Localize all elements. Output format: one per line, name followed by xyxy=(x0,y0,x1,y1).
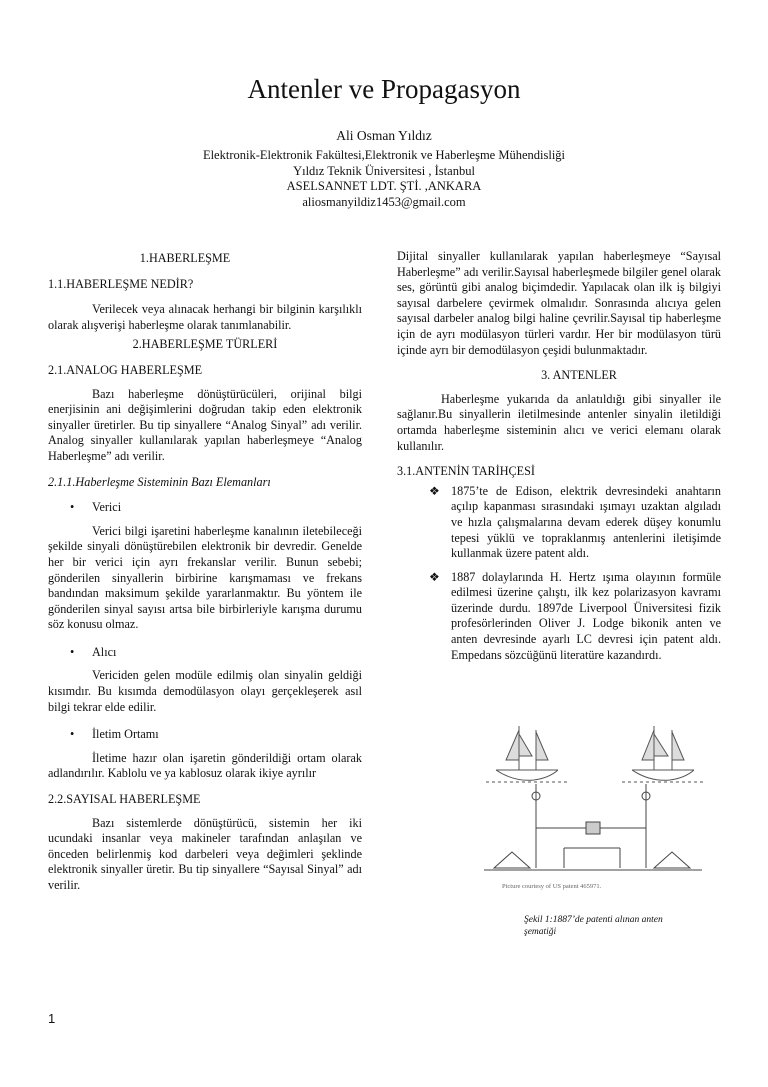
bullet-label: Alıcı xyxy=(92,644,117,659)
paragraph-1-1: Verilecek veya alınacak herhangi bir bilginin karşılıklı olarak alışverişi haberleşme olarak tanımlanabilir. xyxy=(48,302,362,332)
paragraph-iletim-ortami: İletime hazır olan işaretin gönderildiği ortam olarak adlandırılır. Kablolu ve ya kablosuz olarak ikiye ayrılır xyxy=(48,750,362,781)
paragraph-2-2: Bazı sistemlerde dönüştürücü, sistemin her iki ucundaki insanlar veya makineler tarafından anlaşılan ve önceden belirlenmiş kod darbeleri veya değimleri şeklinde elektronik sinyaller üretir. Bu tip sinyallere “Sayısal Sinyal” adı verilir. xyxy=(48,815,362,892)
author-email: aliosmanyildiz1453@gmail.com xyxy=(302,194,466,209)
paragraph-sayisal-cont: Dijital sinyaller kullanılarak yapılan haberleşmeye “Sayısal Haberleşme” adı verilir.Sayısal haberleşmede bilgiler genel olarak ses, görüntü gibi analog biçimdedir. Yapılacak olan ilk iş bilgiyi sayısal darbelere çevirmek olmalıdır. Sonrasında alıcıya gelen sayısal darbeler analog bilgi haline çevrilir.Sayısal tip haberleşme için de ayrı modülasyon türleri vardır. Her bir modülasyon türü içinde ayrı bir demodülasyon çeşidi bulunmaktadır. xyxy=(397,249,721,357)
author-name: Ali Osman Yıldız xyxy=(336,128,432,143)
paper-title: Antenler ve Propagasyon xyxy=(247,74,521,104)
subsection-heading-2-2: 2.2.SAYISAL HABERLEŞME xyxy=(48,792,201,807)
bullet-dot-icon: • xyxy=(70,727,75,742)
subsection-heading-2-1: 2.1.ANALOG HABERLEŞME xyxy=(48,362,203,377)
right-ship-drawing xyxy=(622,726,706,782)
figure-caption: Şekil 1:1887’de patenti alınan anten şematiği xyxy=(524,915,663,937)
patent-antenna-figure xyxy=(474,718,712,904)
bullet-iletim-ortami xyxy=(48,727,362,743)
right-column xyxy=(397,249,721,663)
subsection-heading-3-1: 3.1.ANTENİN TARİHÇESİ xyxy=(397,464,535,479)
subsubsection-heading-2-1-1: 2.1.1.Haberleşme Sisteminin Bazı Elemanları xyxy=(48,474,271,489)
paragraph-2-1: Bazı haberleşme dönüştürücüleri, orijinal bilgi enerjisinin ani değişimlerini doğrudan takip eden elektronik sinyaller üretirler. Bu tip sinyallere “Analog Sinyal” adı verilir. Analog sinyaller kullanılarak yapılan haberleşmeye “Analog Haberleşme” adı verilir. xyxy=(48,386,362,463)
bullet-alici xyxy=(48,645,362,661)
history-item-1887 xyxy=(397,570,721,664)
diamond-bullet-icon: ❖ xyxy=(429,569,440,584)
paragraph-alici: Vericiden gelen modüle edilmiş olan sinyalin geldiği kısımdır. Bu kısımda demodülasyon olayı gerçekleşerek asıl bilgi tekrar elde edilir. xyxy=(48,668,362,714)
subsection-heading-1-1: 1.1.HABERLEŞME NEDİR? xyxy=(48,276,194,291)
history-text: 1887 dolaylarında H. Hertz ışıma olayının formüle edilmesi üzerine çalıştı, ilk kez polarizasyon kavramı üzerinde durdu. 1897de Liverpool Üniversitesi fizik profesörlerinden Oliver J. Lodge bikonik anten ve anten devresinde ayarlı LC devresi için patent aldı. Empedans sözcüğünü literatüre kazandırdı. xyxy=(451,569,721,662)
affiliation-university: Yıldız Teknik Üniversitesi , İstanbul xyxy=(293,163,475,178)
left-ship-drawing xyxy=(486,726,570,782)
section-heading-1: 1.HABERLEŞME xyxy=(139,251,231,265)
section-heading-3: 3. ANTENLER xyxy=(541,368,617,383)
left-column xyxy=(48,251,362,894)
page-number: 1 xyxy=(48,1011,56,1026)
paragraph-3: Haberleşme yukarıda da anlatıldığı gibi sinyaller ile sağlanır.Bu sinyallerin iletilmesinde antenler sinyalin iletildiği ortamda haberleşme sisteminin alıcı ve verici elemanı olarak kullanılır. xyxy=(397,391,721,453)
affiliation-faculty: Elektronik-Elektronik Fakültesi,Elektronik ve Haberleşme Mühendisliği xyxy=(202,148,566,162)
history-text: 1875’te de Edison, elektrik devresindeki anahtarın açılıp kapanması sırasındaki ışımayı uzaktan algıladı ve hızla çalışmalarına devam ederek düşey konumlu tepesi yüklü ve topraklanmış antenlerini iletişimde kullanmak üzere patent aldı. xyxy=(451,483,721,561)
history-item-1875 xyxy=(397,484,721,562)
bullet-dot-icon: • xyxy=(70,500,75,515)
affiliation-company: ASELSANNET LDT. ŞTİ. ,ANKARA xyxy=(286,179,482,193)
section-heading-2: 2.HABERLEŞME TÜRLERİ xyxy=(132,337,278,352)
bullet-label: Verici xyxy=(92,500,122,515)
bullet-label: İletim Ortamı xyxy=(92,727,159,742)
figure-credit-text: Picture courtesy of US patent 465971. xyxy=(502,883,602,890)
antenna-circuit-drawing xyxy=(484,784,702,870)
bullet-verici xyxy=(48,500,362,516)
diamond-bullet-icon: ❖ xyxy=(429,483,440,498)
bullet-dot-icon: • xyxy=(70,644,75,659)
paragraph-verici: Verici bilgi işaretini haberleşme kanalının iletebileceği şekilde sinyali dönüştürebilen elektronik bir devredir. Genelde her bir verici için ayrı frekanslar verilir. Bunun sebebi; gönderilen sinyallerin birbirine karışmaması ve frekans bandından maksimum şekilde yararlanmaktır. Bu yöntem ile gönderilen sinyal sayısı artsa bile birbirleriyle karışma durumu söz konusu olmaz. xyxy=(48,523,362,632)
